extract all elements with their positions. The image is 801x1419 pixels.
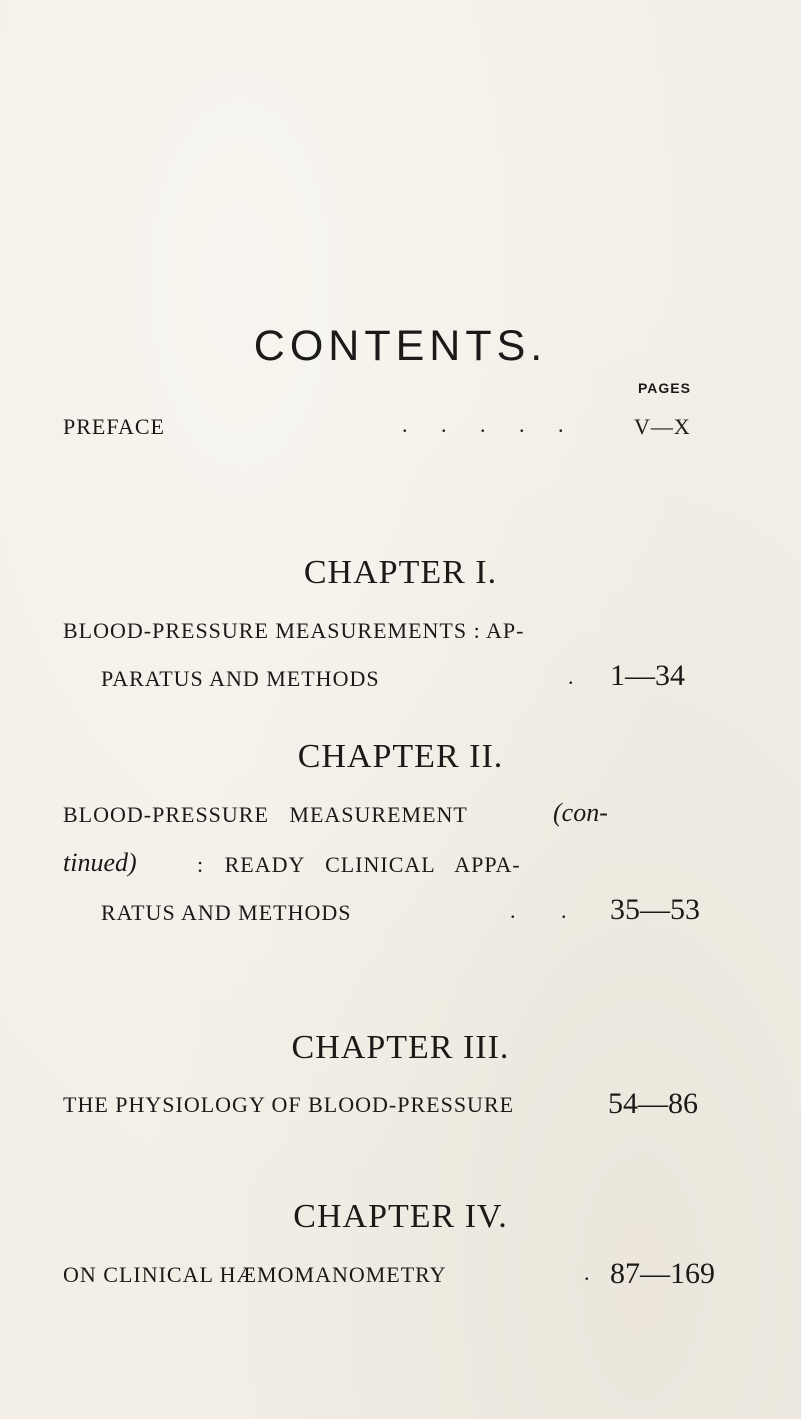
chapter-1-leaders: .: [568, 664, 574, 689]
chapter-2-heading: CHAPTER II.: [297, 738, 504, 775]
chapter-2-title-line-3: RATUS AND METHODS: [101, 900, 352, 925]
chapter-2-pages: 35—53: [610, 893, 700, 926]
chapter-3-pages: 54—86: [608, 1087, 698, 1120]
chapter-4-leaders: .: [584, 1260, 590, 1285]
chapter-2-title-line-1: BLOOD-PRESSURE MEASUREMENT: [63, 802, 468, 827]
preface-leaders: . . . . .: [402, 412, 564, 437]
chapter-1-title-line-2: PARATUS AND METHODS: [101, 666, 380, 691]
chapter-2-title-continued-1: (con-: [553, 798, 608, 827]
preface-pages: V—X: [634, 414, 691, 439]
chapter-2-title-continued-2: tinued): [63, 848, 137, 877]
chapter-3-heading: CHAPTER III.: [291, 1029, 510, 1066]
chapter-3-title-line-1: THE PHYSIOLOGY OF BLOOD-PRESSURE: [63, 1092, 515, 1117]
chapter-1-title-line-1: BLOOD-PRESSURE MEASUREMENTS : AP-: [63, 618, 525, 643]
chapter-1-heading: CHAPTER I.: [303, 554, 498, 591]
chapter-4-title-line-1: ON CLINICAL HÆMOMANOMETRY: [63, 1262, 447, 1287]
preface-label: PREFACE: [63, 414, 165, 439]
chapter-2-title-line-2: : READY CLINICAL APPA-: [197, 852, 521, 877]
pages-column-heading: PAGES: [638, 380, 691, 396]
chapter-1-pages: 1—34: [610, 659, 685, 692]
chapter-2-leaders: . .: [510, 898, 567, 923]
chapter-4-pages: 87—169: [610, 1257, 715, 1290]
chapter-4-heading: CHAPTER IV.: [293, 1198, 508, 1235]
contents-title: CONTENTS.: [253, 322, 548, 370]
